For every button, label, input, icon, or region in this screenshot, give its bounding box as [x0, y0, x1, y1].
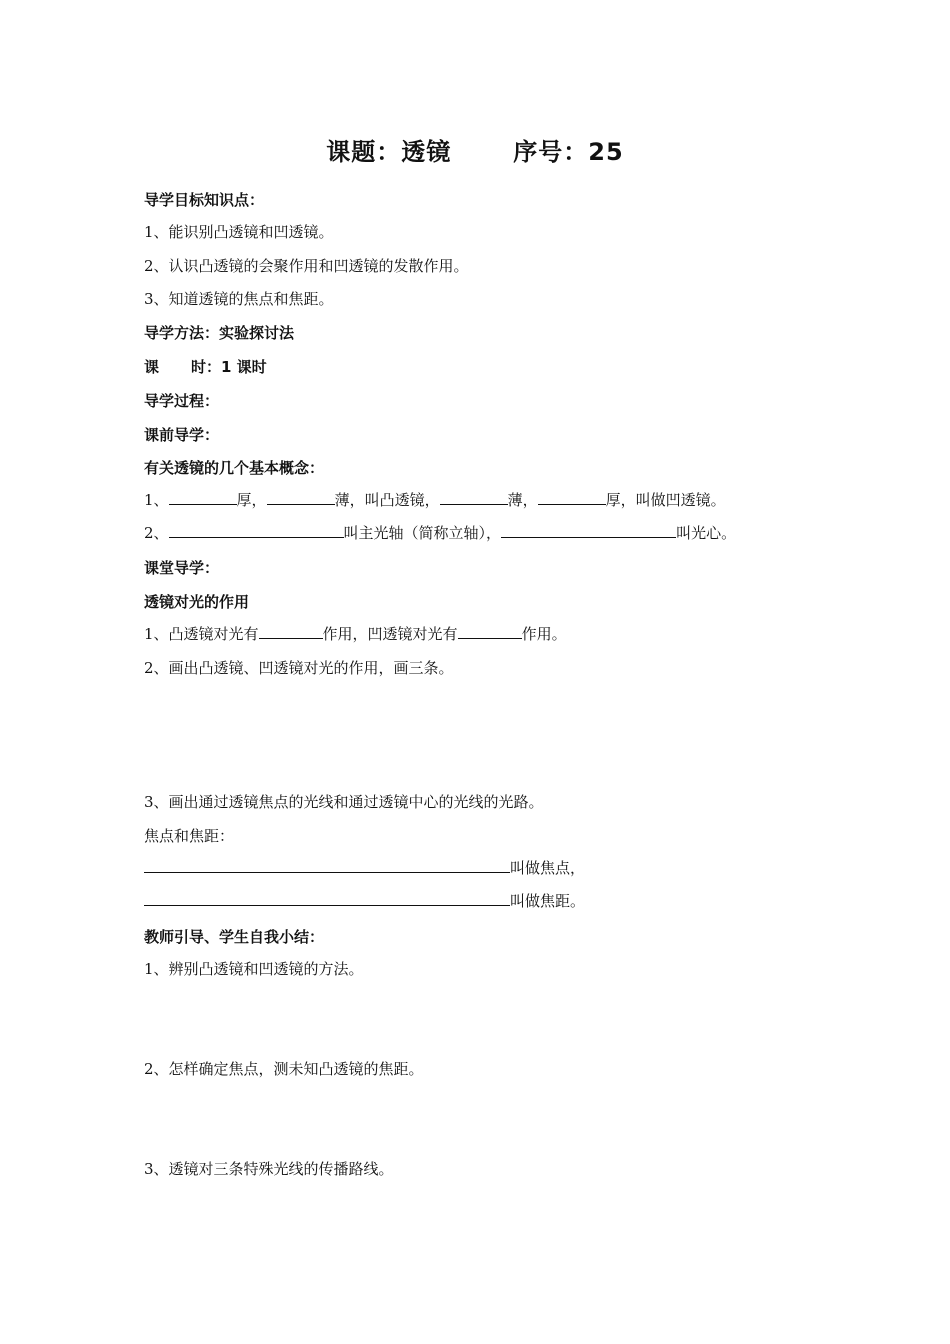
summary-item-2: 2、怎样确定焦点，测未知凸透镜的焦距。 — [144, 1060, 424, 1078]
concepts-heading: 有关透镜的几个基本概念： — [144, 459, 325, 477]
fill-blank[interactable] — [458, 624, 522, 639]
question-text: 薄， — [507, 491, 538, 509]
fill-blank[interactable] — [144, 858, 510, 873]
objective-item-1: 1、能识别凸透镜和凹透镜。 — [144, 223, 334, 241]
focus-heading: 焦点和焦距： — [144, 827, 235, 845]
fill-blank[interactable] — [538, 490, 606, 505]
fill-blank[interactable] — [440, 490, 508, 505]
topic-title: 课题：透镜 — [326, 138, 452, 166]
fill-blank[interactable] — [259, 624, 323, 639]
page-title — [0, 132, 950, 167]
hours-label-b: 时：1 课时 — [191, 358, 267, 376]
question-text: 厚， — [236, 491, 267, 509]
fill-blank[interactable] — [169, 490, 237, 505]
summary-heading: 教师引导、学生自我小结： — [144, 928, 325, 946]
objectives-heading: 导学目标知识点： — [144, 191, 265, 209]
question-text: 薄，叫凸透镜， — [334, 491, 440, 509]
process-heading: 导学过程： — [144, 392, 220, 410]
fill-blank[interactable] — [267, 490, 335, 505]
objective-item-2: 2、认识凸透镜的会聚作用和凹透镜的发散作用。 — [144, 257, 469, 275]
concept-question-1 — [144, 490, 726, 510]
fill-blank[interactable] — [169, 523, 344, 538]
question-text: 厚，叫做凹透镜。 — [605, 491, 726, 509]
effect-question-2: 2、画出凸透镜、凹透镜对光的作用，画三条。 — [144, 659, 454, 677]
summary-item-1: 1、辨别凸透镜和凹透镜的方法。 — [144, 960, 364, 978]
focus-line-1 — [144, 858, 585, 878]
question-text: 叫做焦点， — [510, 859, 586, 877]
question-text: 作用，凹透镜对光有 — [322, 625, 458, 643]
hours-line — [144, 357, 267, 377]
fill-blank[interactable] — [501, 523, 676, 538]
effect-question-1 — [144, 624, 567, 644]
question-text: 叫做焦距。 — [510, 892, 586, 910]
pre-class-heading: 课前导学： — [144, 426, 220, 444]
in-class-heading: 课堂导学： — [144, 559, 220, 577]
effect-heading: 透镜对光的作用 — [144, 593, 250, 611]
effect-question-3: 3、画出通过透镜焦点的光线和通过透镜中心的光线的光路。 — [144, 793, 544, 811]
summary-item-3: 3、透镜对三条特殊光线的传播路线。 — [144, 1160, 394, 1178]
question-text: 叫主光轴（简称立轴）， — [343, 524, 502, 542]
concept-question-2 — [144, 523, 736, 543]
question-text: 1、凸透镜对光有 — [144, 625, 259, 643]
focus-line-2 — [144, 891, 585, 911]
question-text: 作用。 — [521, 625, 567, 643]
serial-number: 序号：25 — [513, 138, 624, 166]
question-text: 叫光心。 — [676, 524, 737, 542]
question-number: 2、 — [144, 524, 169, 542]
objective-item-3: 3、知道透镜的焦点和焦距。 — [144, 290, 334, 308]
hours-label-a: 课 — [144, 358, 160, 376]
fill-blank[interactable] — [144, 891, 510, 906]
method-line: 导学方法：实验探讨法 — [144, 324, 295, 342]
question-number: 1、 — [144, 491, 169, 509]
